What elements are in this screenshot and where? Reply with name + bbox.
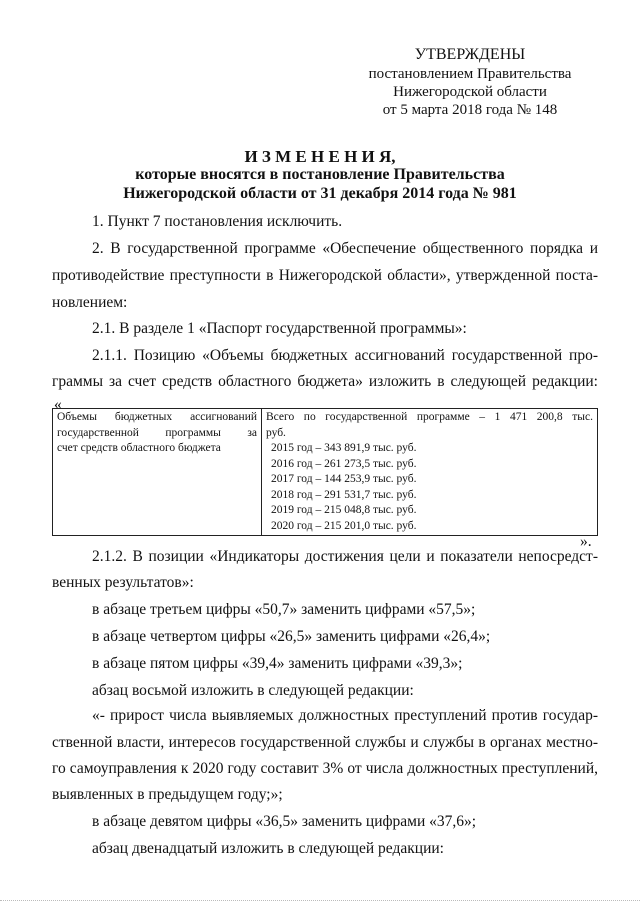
paragraph-2-1-1-line: граммы за счет средств областного бюджета» изложить в следующей редакции: — [52, 373, 598, 390]
amendment-paragraph-5: в абзаце пятом цифры «39,4» заменить цифрами «39,3»; — [92, 655, 463, 672]
budget-table — [52, 408, 598, 536]
budget-table-values-cell — [262, 409, 598, 536]
budget-label-line: Объемы бюджетных ассигнований — [57, 411, 257, 423]
budget-total-unit: руб. — [266, 426, 286, 439]
paragraph-1: 1. Пункт 7 постановления исключить. — [92, 213, 343, 230]
budget-table-label-cell — [53, 409, 262, 536]
paragraph-2-1: 2.1. В разделе 1 «Паспорт государственной программы»: — [92, 320, 467, 337]
budget-year-2017: 2017 год – 144 253,9 тыс. руб. — [271, 473, 417, 485]
amendment-paragraph-12: абзац двенадцатый изложить в следующей редакции: — [92, 840, 444, 857]
paragraph-2-line: 2. В государственной программе «Обеспечение общественного порядка и — [92, 240, 598, 257]
document-title: И З М Е Н Е Н И Я, — [244, 147, 396, 166]
quoted-text-line: «- прирост числа выявляемых должностных преступлений против государ- — [92, 707, 598, 724]
budget-year-2020: 2020 год – 215 201,0 тыс. руб. — [271, 519, 417, 532]
budget-year-2015: 2015 год – 343 891,9 тыс. руб. — [271, 442, 417, 454]
budget-label-line: государственной программы за — [57, 426, 257, 439]
close-quote: ». — [580, 533, 592, 550]
document-subtitle: которые вносятся в постановление Правительства — [135, 166, 505, 183]
approval-line: Нижегородской области — [393, 84, 547, 100]
approval-heading: УТВЕРЖДЕНЫ — [414, 46, 526, 63]
paragraph-2-line: новлением: — [52, 294, 128, 311]
amendment-paragraph-8: абзац восьмой изложить в следующей редакции: — [92, 682, 414, 699]
paragraph-2-1-1-line: 2.1.1. Позицию «Объемы бюджетных ассигнований государственной про- — [92, 347, 598, 364]
paragraph-2-1-2-line: венных результатов»: — [52, 574, 194, 591]
page-bottom-edge — [0, 900, 640, 901]
budget-year-2016: 2016 год – 261 273,5 тыс. руб. — [271, 457, 417, 470]
quoted-text-line: ственной власти, интересов государственной службы и службы в органах местно- — [52, 734, 598, 751]
budget-total: Всего по государственной программе – 1 471 200,8 тыс. — [266, 411, 593, 423]
approval-line: постановлением Правительства — [368, 66, 572, 82]
budget-label-line: счет средств областного бюджета — [57, 442, 221, 454]
amendment-paragraph-9: в абзаце девятом цифры «36,5» заменить цифрами «37,6»; — [92, 813, 477, 830]
budget-year-2018: 2018 год – 291 531,7 тыс. руб. — [271, 488, 417, 501]
amendment-paragraph-4: в абзаце четвертом цифры «26,5» заменить цифрами «26,4»; — [92, 628, 491, 645]
budget-year-2019: 2019 год – 215 048,8 тыс. руб. — [271, 504, 417, 516]
paragraph-2-1-2-line: 2.1.2. В позиции «Индикаторы достижения цели и показатели непосредст- — [92, 548, 598, 565]
quoted-text-line: го самоуправления к 2020 году составит 3% от числа должностных преступлений, — [52, 760, 598, 777]
open-quote: « — [54, 396, 62, 413]
paragraph-2-line: противодействие преступности в Нижегородской области», утвержденной поста- — [52, 267, 598, 284]
quoted-text-line: выявленных в предыдущем году;»; — [52, 786, 283, 803]
approval-date: от 5 марта 2018 года № 148 — [382, 102, 558, 118]
amendment-paragraph-3: в абзаце третьем цифры «50,7» заменить цифрами «57,5»; — [92, 601, 476, 618]
document-subtitle: Нижегородской области от 31 декабря 2014 года № 981 — [123, 185, 517, 202]
